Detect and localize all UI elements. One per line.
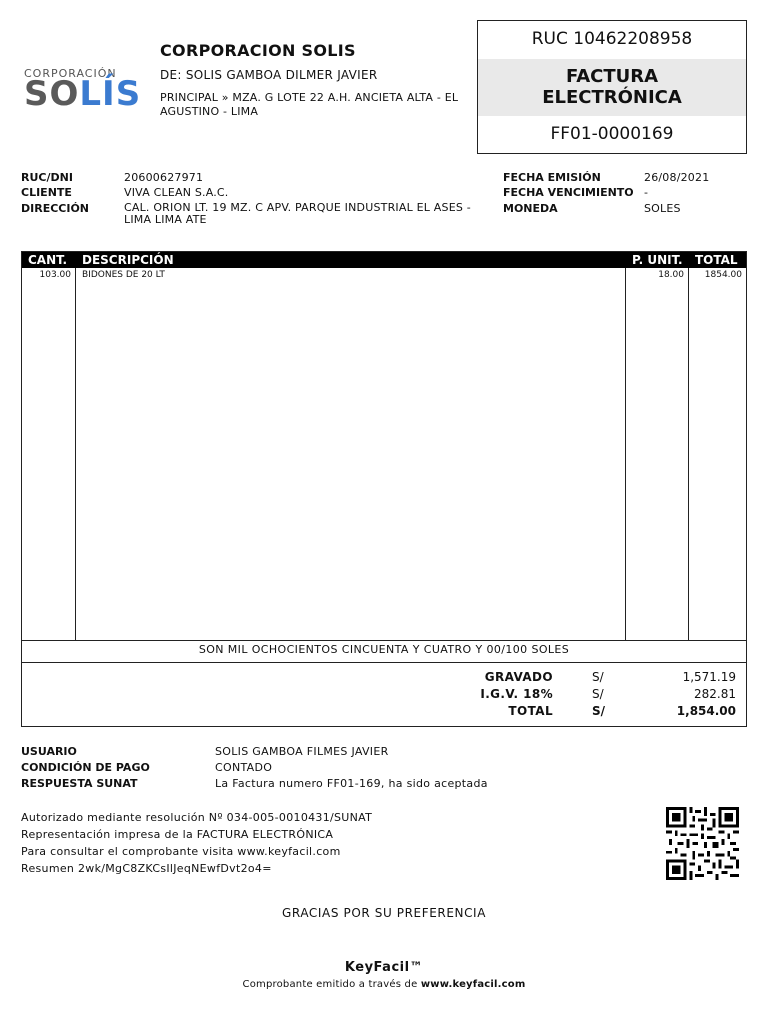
total-label: TOTAL [508,704,553,718]
header-qty: CANT. [28,253,68,267]
company-address: PRINCIPAL » MZA. G LOTE 22 A.H. ANCIETA ALTA - EL AGUSTINO - LIMA [160,91,459,118]
header-unit-price: P. UNIT. [632,253,683,267]
payment-condition-label: CONDICIÓN DE PAGO [21,761,150,774]
sunat-response-label: RESPUESTA SUNAT [21,777,138,790]
taxable-label: GRAVADO [484,670,553,684]
issuer-ruc: RUC 10462208958 [531,29,693,49]
due-date-value: - [644,186,649,199]
igv-value: 282.81 [694,687,736,701]
document-type-line-2: ELECTRÓNICA [542,87,682,108]
keyfacil-brand: KeyFacil™ [344,960,424,975]
logo-part-2: LÍS [79,74,142,114]
consult-text: Para consultar el comprobante visita www.keyfacil.com [21,845,341,858]
ruc-dni-value: 20600627971 [124,171,204,184]
user-label: USUARIO [21,745,77,758]
address-value: CAL. ORION LT. 19 MZ. C APV. PARQUE INDUSTRIAL EL ASES - LIMA LIMA ATE [124,201,471,226]
amount-in-words: SON MIL OCHOCIENTOS CINCUENTA Y CUATRO Y 00/100 SOLES [198,643,570,656]
client-label: CLIENTE [21,186,72,199]
address-label: DIRECCIÓN [21,202,90,215]
header-total: TOTAL [695,253,738,267]
total-value: 1,854.00 [676,704,736,718]
ruc-dni-label: RUC/DNI [21,171,73,184]
sunat-response-value: La Factura numero FF01-169, ha sido aceptada [215,777,488,790]
qr-code [666,807,739,880]
thank-you-message: GRACIAS POR SU PREFERENCIA [281,906,487,920]
emitted-via-prefix: Comprobante emitido a través de [242,979,418,990]
taxable-value: 1,571.19 [682,670,736,684]
row-unit-price: 18.00 [658,270,684,280]
logo-part-1: SO [24,74,80,114]
representation-text: Representación impresa de la FACTURA ELECTRÓNICA [21,828,334,841]
items-table [21,251,747,727]
document-type [478,66,746,108]
row-qty: 103.00 [39,270,71,280]
column-divider [625,268,626,640]
issue-date-value: 26/08/2021 [644,171,710,184]
document-type-line-1: FACTURA [565,66,659,87]
logo-caption: CORPORACIÓN [24,67,117,80]
invoice-id-box [477,20,747,154]
keyfacil-link[interactable]: www.keyfacil.com [420,979,526,990]
column-divider [688,268,689,640]
currency-value: SOLES [644,202,681,215]
row-total: 1854.00 [704,270,742,280]
user-value: SOLIS GAMBOA FILMES JAVIER [215,745,389,758]
payment-condition-value: CONTADO [215,761,273,774]
company-owner: DE: SOLIS GAMBOA DILMER JAVIER [160,68,378,82]
column-divider [75,268,76,640]
table-header [22,252,746,268]
authorization-text: Autorizado mediante resolución Nº 034-005-0010431/SUNAT [21,811,373,824]
issue-date-label: FECHA EMISIÓN [503,171,601,184]
client-value: VIVA CLEAN S.A.C. [124,186,229,199]
company-logo [24,74,141,114]
due-date-label: FECHA VENCIMIENTO [503,186,634,199]
company-name: CORPORACION SOLIS [160,41,356,60]
igv-currency: S/ [592,687,604,701]
igv-label: I.G.V. 18% [480,687,553,701]
row-description: BIDONES DE 20 LT [82,270,165,280]
currency-label: MONEDA [503,202,558,215]
emitted-via [0,979,768,990]
divider [22,662,746,663]
invoice-number: FF01-0000169 [550,124,674,144]
hash-summary: Resumen 2wk/MgC8ZKCsIlJeqNEwfDvt2o4= [21,862,272,875]
taxable-currency: S/ [592,670,604,684]
divider [22,640,746,641]
total-currency: S/ [592,704,606,718]
header-description: DESCRIPCIÓN [82,253,174,267]
